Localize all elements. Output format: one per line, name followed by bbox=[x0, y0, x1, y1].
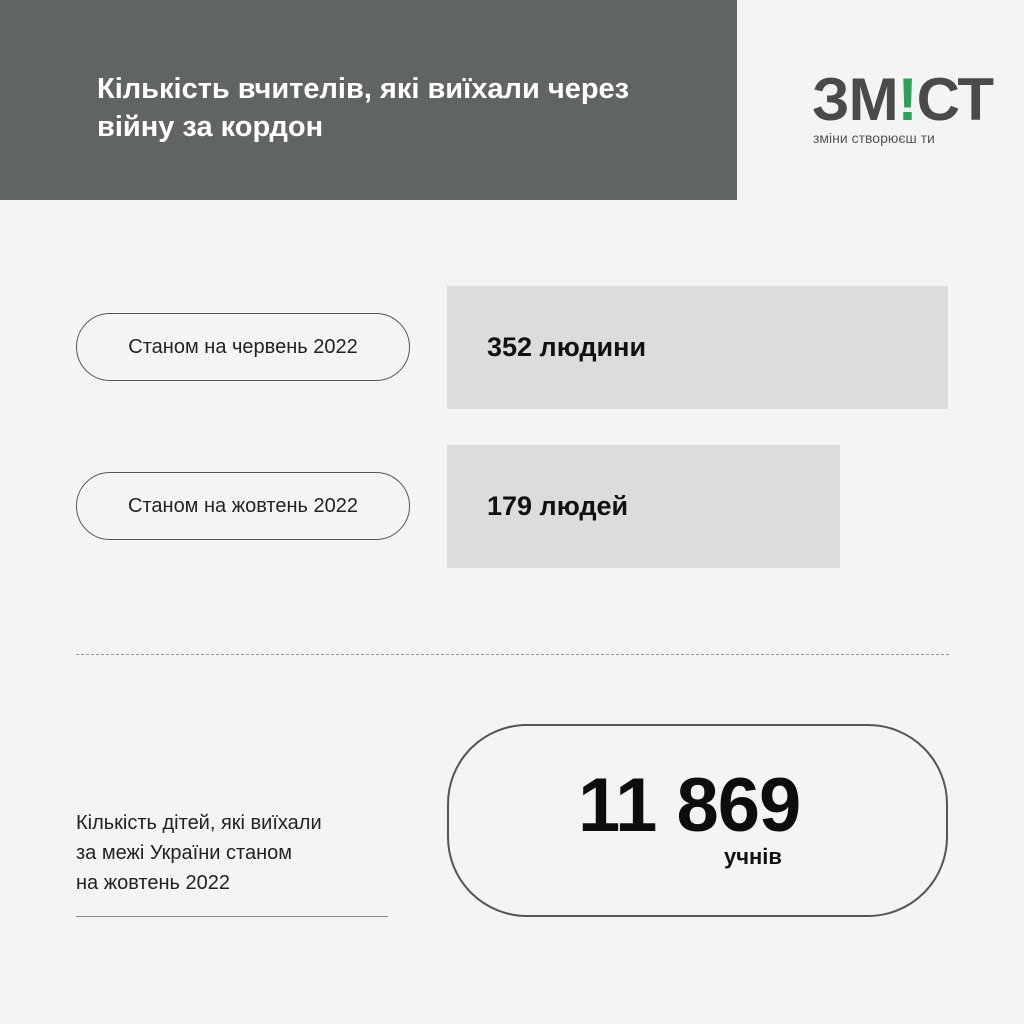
caption-underline bbox=[76, 916, 388, 917]
logo-word-left: ЗМ bbox=[812, 66, 898, 133]
category-label: Станом на червень 2022 bbox=[76, 313, 410, 381]
section-divider bbox=[76, 654, 949, 655]
logo-tagline: зміни створюєш ти bbox=[813, 130, 935, 146]
logo-wordmark bbox=[812, 66, 994, 133]
category-label: Станом на жовтень 2022 bbox=[76, 472, 410, 540]
children-caption-line: Кількість дітей, які виїхали bbox=[76, 812, 322, 834]
children-caption-line: на жовтень 2022 bbox=[76, 872, 230, 894]
children-count-unit: учнів bbox=[724, 844, 782, 869]
header-banner bbox=[0, 0, 737, 200]
logo-word-accent: ! bbox=[897, 66, 917, 133]
data-value-label: 179 людей bbox=[487, 491, 629, 521]
page-title: Кількість вчителів, які виїхали через війну за кордон bbox=[97, 73, 630, 143]
data-value-label: 352 людини bbox=[487, 332, 647, 362]
children-count-number: 11 869 bbox=[578, 763, 801, 848]
children-caption-line: за межі України станом bbox=[76, 842, 292, 864]
zmist-logo bbox=[812, 66, 994, 150]
children-caption bbox=[76, 808, 396, 898]
logo-word-right: СТ bbox=[916, 66, 994, 133]
